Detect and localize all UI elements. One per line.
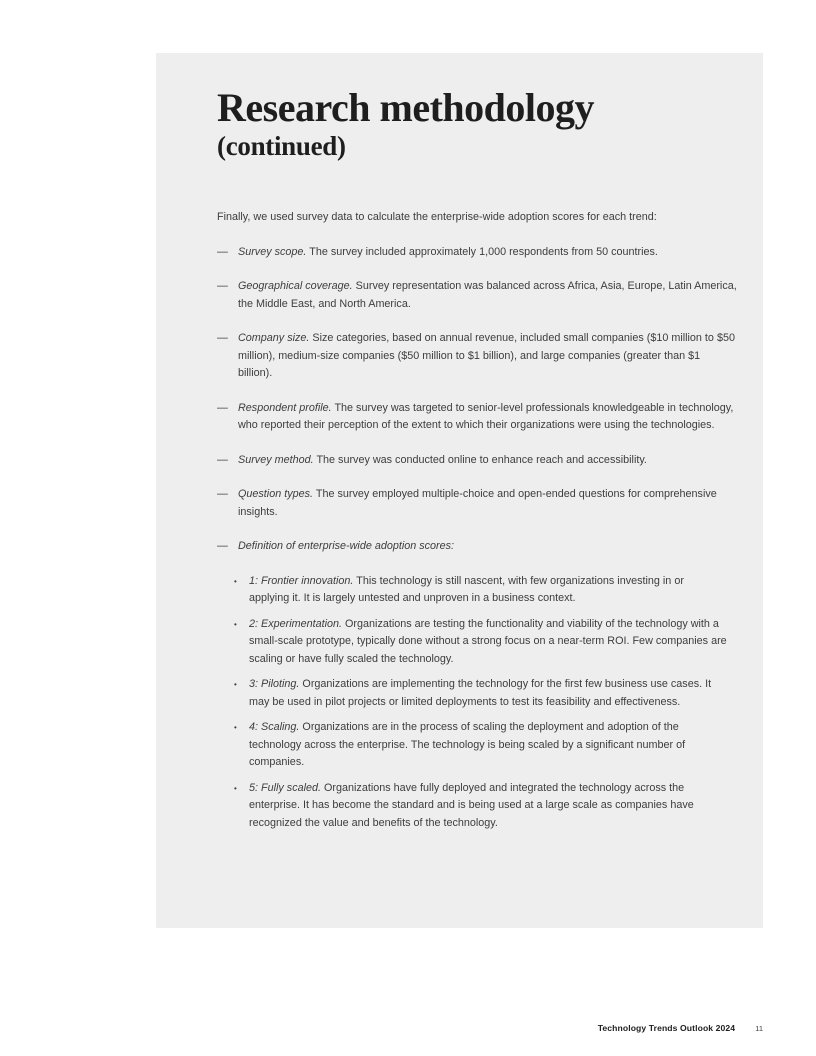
- score-label: 4: Scaling.: [249, 721, 300, 733]
- body-column: [217, 209, 737, 832]
- list-item-definition-scores: [217, 538, 737, 556]
- score-body: Organizations are testing the functionality and viability of the technology with a small-scale prototype, typically done without a strong focus on a near-term ROI. Few companies are scaling or have fully scaled the technology.: [249, 617, 727, 665]
- list-item-survey-scope: [217, 244, 737, 262]
- list-item-text: [238, 244, 737, 262]
- score-label: 5: Fully scaled.: [249, 781, 322, 794]
- score-item-text: [249, 616, 727, 669]
- publication-name: Technology Trends Outlook 2024: [597, 1023, 736, 1033]
- score-label: 2: Experimentation.: [249, 617, 343, 630]
- item-label: Respondent profile.: [238, 401, 332, 414]
- page-title: Research methodology: [217, 85, 594, 130]
- item-label: Geographical coverage.: [238, 280, 353, 292]
- score-item-text: [249, 719, 727, 772]
- list-item-text: [238, 486, 737, 521]
- bullet-dot-marker: •: [234, 783, 237, 793]
- score-body: Organizations are implementing the technology for the first few business use cases. It may be used in pilot projects or limited deployments to test its feasibility and effectiveness.: [249, 678, 712, 708]
- dash-marker: —: [217, 280, 228, 292]
- item-label: Company size.: [238, 332, 310, 344]
- bullet-dot-marker: •: [234, 619, 237, 629]
- item-body: The survey was targeted to senior-level professionals knowledgeable in technology, who reported their perception of the extent to which their organizations were using the technologies.: [238, 401, 734, 431]
- list-item-text: [238, 400, 737, 435]
- item-body: The survey employed multiple-choice and open-ended questions for comprehensive insights.: [238, 488, 717, 518]
- item-label: Survey method.: [238, 453, 314, 466]
- list-item-text: [238, 330, 737, 383]
- dash-marker: —: [217, 488, 228, 500]
- list-item-survey-method: [217, 452, 737, 470]
- score-item-text: [249, 676, 727, 711]
- list-item-text: [238, 452, 737, 470]
- dash-marker: —: [217, 245, 228, 258]
- list-item-text: [238, 278, 737, 313]
- score-label: 1: Frontier innovation.: [249, 574, 354, 587]
- score-item-text: [249, 573, 727, 608]
- list-item-geographical-coverage: [217, 278, 737, 313]
- score-body: This technology is still nascent, with few organizations investing in or applying it. It is largely untested and unproven in a business context.: [249, 574, 684, 604]
- dash-marker: —: [217, 540, 228, 552]
- list-item-text: [238, 538, 737, 556]
- bullet-dot-marker: •: [234, 723, 237, 732]
- score-item-fully-scaled: [234, 780, 737, 833]
- list-item-company-size: [217, 330, 737, 383]
- intro-paragraph: Finally, we used survey data to calculate the enterprise-wide adoption scores for each trend:: [217, 211, 657, 223]
- score-body: Organizations have fully deployed and integrated the technology across the enterprise. It has become the standard and is being used at a large scale as companies have recognized the value and benefits of the technology.: [249, 781, 694, 829]
- list-item-question-types: [217, 486, 737, 521]
- dash-marker: —: [217, 401, 228, 414]
- item-body: Size categories, based on annual revenue, included small companies ($10 million to $50 million), medium-size companies ($50 million to $1 billion), and large companies (greater than $1 billion).: [238, 332, 735, 379]
- score-item-experimentation: [234, 616, 737, 669]
- score-body: Organizations are in the process of scaling the deployment and adoption of the technology across the enterprise. The technology is being scaled by a significant number of companies.: [249, 721, 686, 768]
- adoption-score-list: [217, 573, 737, 833]
- dash-marker: —: [217, 453, 228, 466]
- dash-marker: —: [217, 332, 228, 344]
- item-label: Definition of enterprise-wide adoption scores:: [238, 540, 455, 552]
- page-subtitle: (continued): [217, 131, 346, 161]
- score-label: 3: Piloting.: [249, 678, 300, 690]
- item-label: Question types.: [238, 488, 314, 500]
- content-panel: [156, 53, 763, 928]
- bullet-dot-marker: •: [234, 576, 237, 586]
- item-body: Survey representation was balanced across Africa, Asia, Europe, Latin America, the Middle East, and North America.: [238, 280, 737, 310]
- item-body: The survey included approximately 1,000 respondents from 50 countries.: [309, 245, 658, 258]
- score-item-piloting: [234, 676, 737, 711]
- score-item-scaling: [234, 719, 737, 772]
- page-footer: [598, 1023, 763, 1033]
- score-item-frontier-innovation: [234, 573, 737, 608]
- page-number: 11: [755, 1024, 763, 1033]
- item-body: The survey was conducted online to enhance reach and accessibility.: [316, 453, 647, 466]
- item-label: Survey scope.: [238, 245, 307, 258]
- list-item-respondent-profile: [217, 400, 737, 435]
- score-item-text: [249, 780, 727, 833]
- bullet-dot-marker: •: [234, 680, 237, 689]
